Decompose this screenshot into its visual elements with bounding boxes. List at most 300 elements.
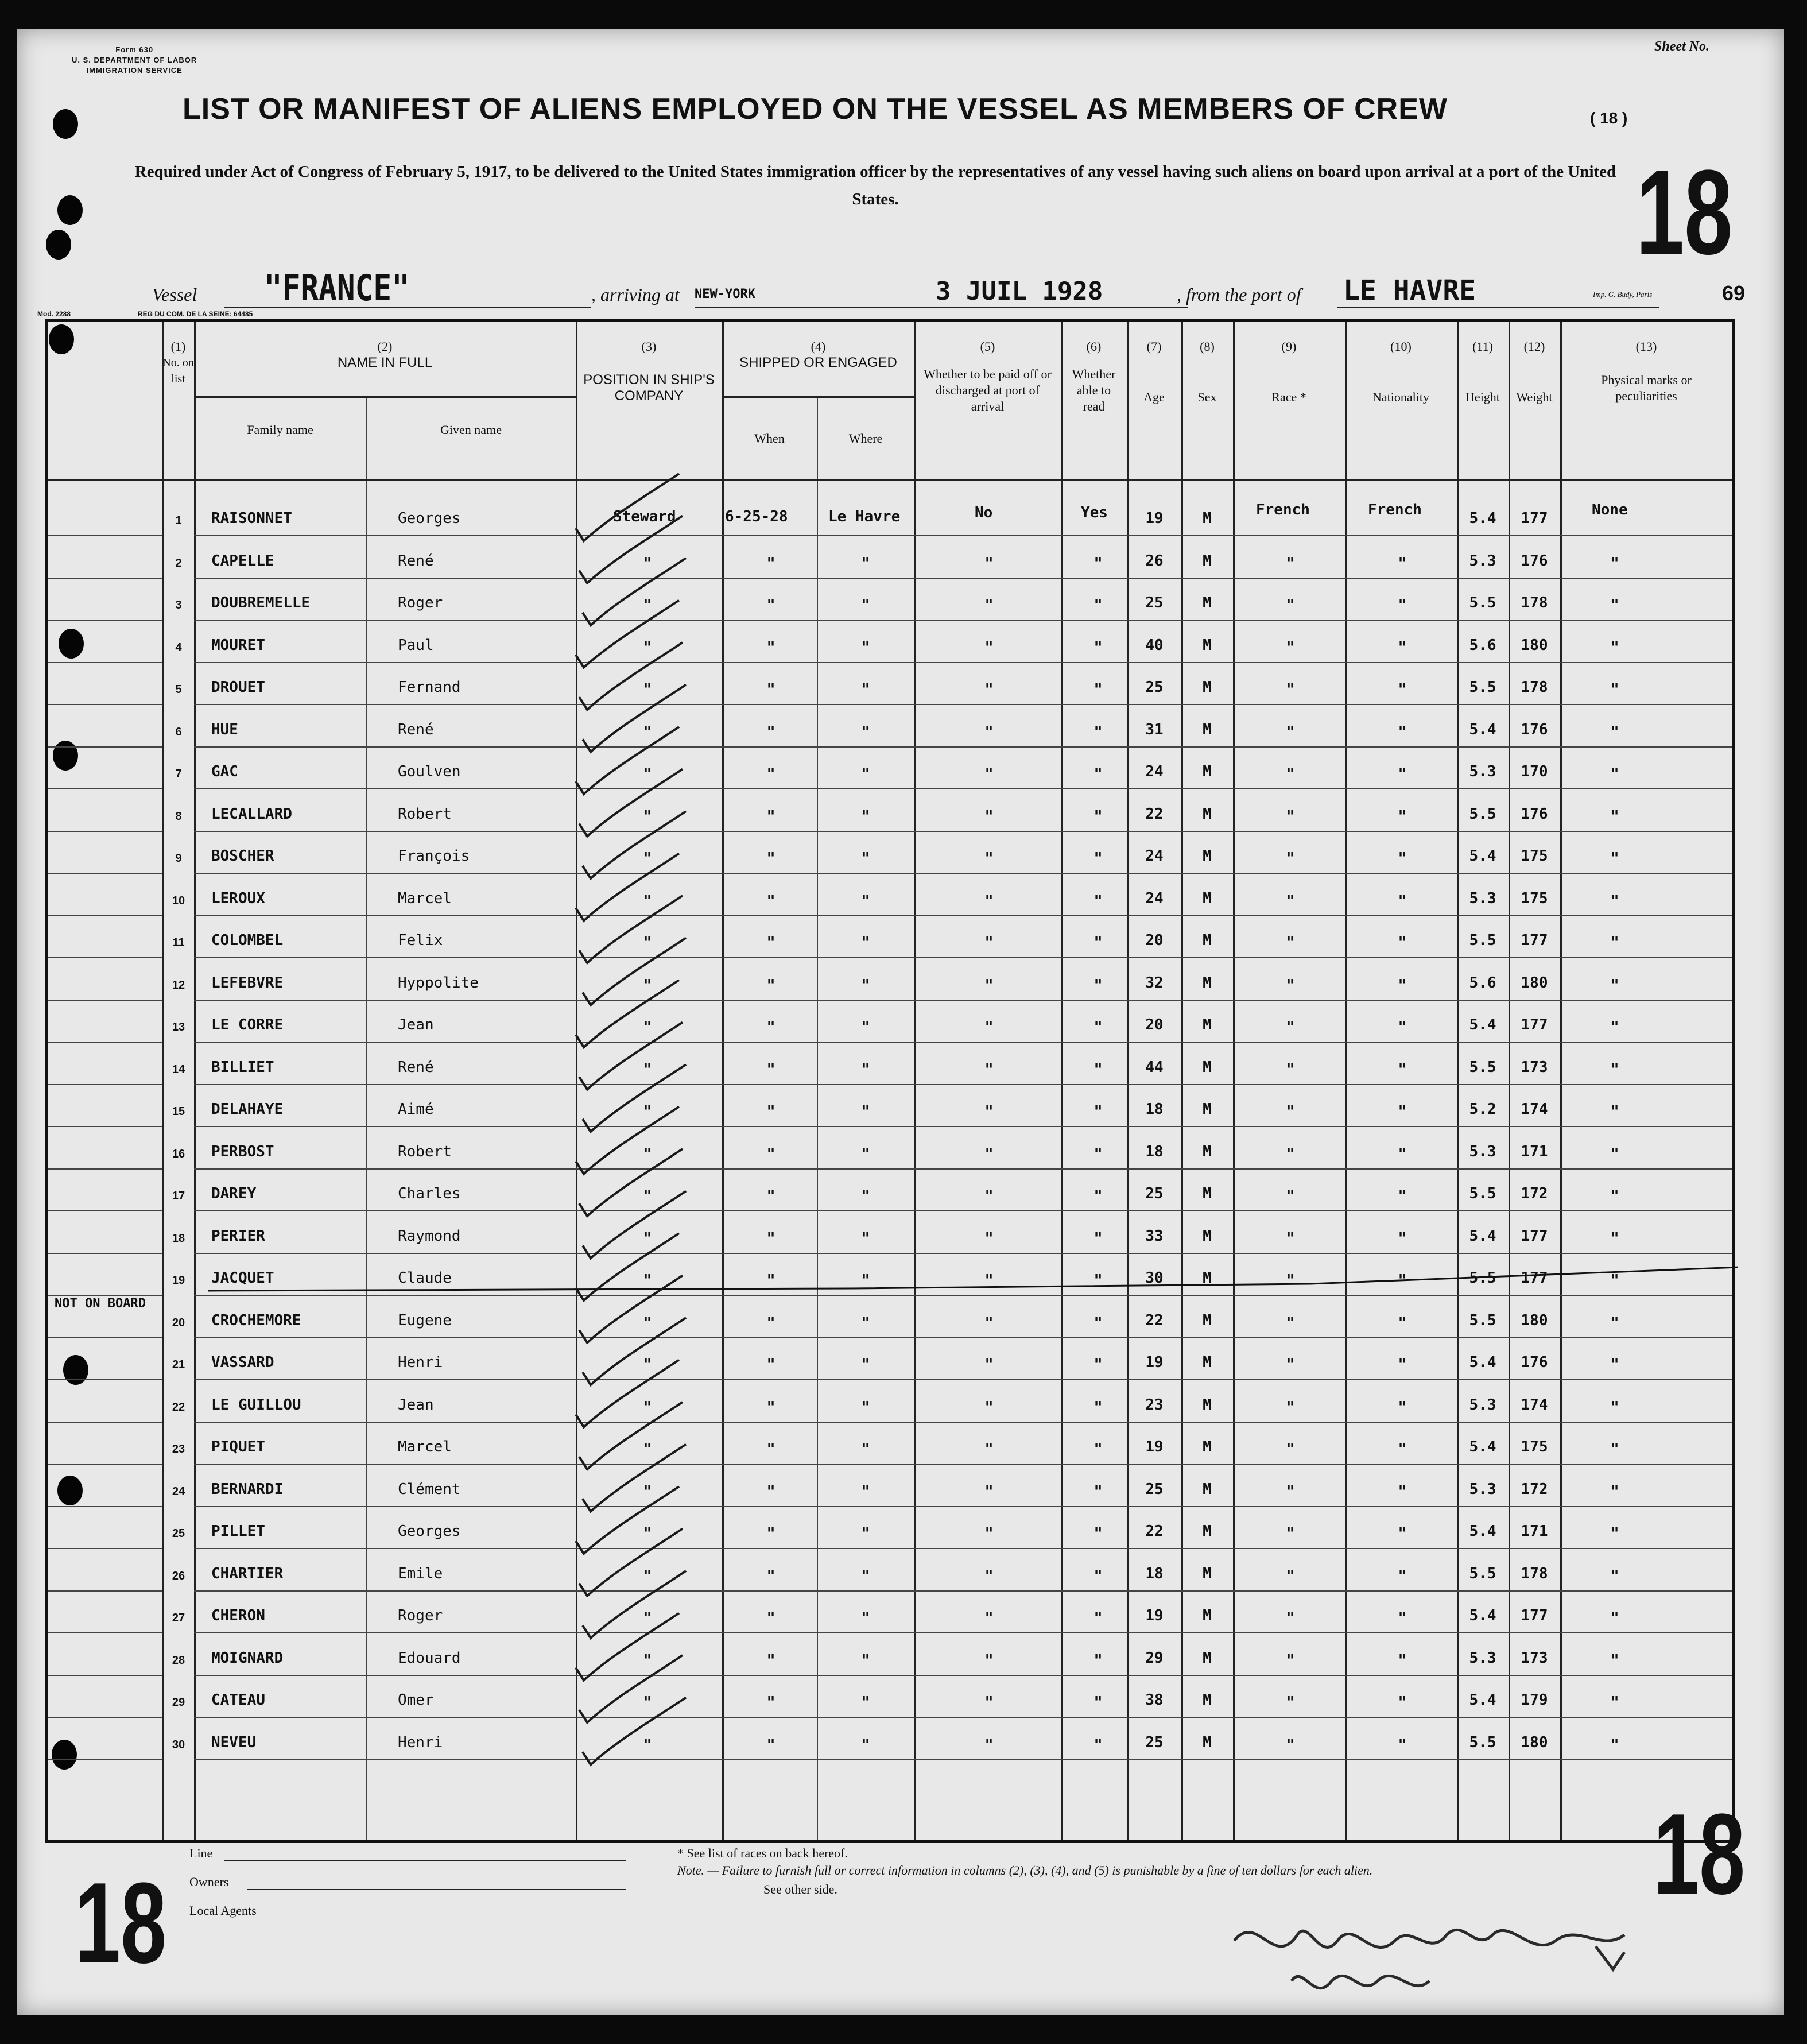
see-other-side: See other side. bbox=[763, 1882, 837, 1896]
row-line bbox=[194, 1632, 1732, 1633]
row-line bbox=[48, 1295, 162, 1296]
row-line bbox=[194, 1422, 1732, 1423]
ditto-read: " bbox=[1093, 1186, 1103, 1205]
check-mark bbox=[583, 1064, 686, 1132]
height: 5.5 bbox=[1469, 1058, 1496, 1076]
age: 24 bbox=[1145, 889, 1164, 907]
sex: M bbox=[1203, 1016, 1212, 1033]
row-line bbox=[48, 1168, 162, 1170]
row-line bbox=[194, 915, 1732, 916]
ditto-where: " bbox=[861, 1608, 870, 1627]
ditto-marks: " bbox=[1610, 637, 1619, 657]
family-name: NEVEU bbox=[211, 1733, 257, 1751]
ditto-where: " bbox=[861, 1693, 870, 1712]
given-name: René bbox=[398, 721, 434, 738]
ditto-nationality: " bbox=[1398, 722, 1407, 741]
ditto-marks: " bbox=[1610, 1566, 1619, 1585]
check-mark bbox=[583, 1571, 686, 1638]
given-name: Paul bbox=[398, 636, 434, 654]
ditto-read: " bbox=[1093, 595, 1103, 614]
col-weight-header: (12) Weight bbox=[1516, 339, 1553, 404]
family-name: JACQUET bbox=[211, 1269, 274, 1287]
row-line bbox=[194, 662, 1732, 663]
sex: M bbox=[1203, 1143, 1212, 1160]
age: 25 bbox=[1145, 1480, 1164, 1498]
given-name: Robert bbox=[398, 1143, 452, 1160]
family-name: LE GUILLOU bbox=[211, 1396, 301, 1414]
ditto-paid-off: " bbox=[984, 764, 994, 783]
given-name: François bbox=[398, 847, 470, 865]
weight: 179 bbox=[1521, 1691, 1548, 1709]
height: 5.6 bbox=[1469, 974, 1496, 992]
family-name: CAPELLE bbox=[211, 552, 274, 570]
ditto-race: " bbox=[1286, 553, 1295, 572]
sex: M bbox=[1203, 1354, 1212, 1371]
check-mark bbox=[576, 1486, 679, 1554]
ditto-position: " bbox=[643, 1524, 652, 1543]
weight: 173 bbox=[1521, 1649, 1548, 1667]
check-mark bbox=[576, 601, 679, 668]
row-line bbox=[194, 1084, 1732, 1085]
ditto-when: " bbox=[766, 933, 775, 952]
height: 5.5 bbox=[1469, 679, 1496, 696]
height: 5.5 bbox=[1469, 1269, 1496, 1287]
check-mark bbox=[579, 1655, 683, 1722]
ditto-race: " bbox=[1286, 764, 1295, 783]
family-name: DELAHAYE bbox=[211, 1101, 284, 1118]
ditto-marks: " bbox=[1610, 1650, 1619, 1670]
check-mark bbox=[576, 854, 679, 921]
crew-table bbox=[45, 319, 1735, 1843]
given-name: Hyppolite bbox=[398, 974, 479, 992]
ditto-paid-off: " bbox=[984, 933, 994, 952]
family-name: BOSCHER bbox=[211, 847, 274, 865]
ditto-paid-off: " bbox=[984, 891, 994, 910]
sex: M bbox=[1203, 1396, 1212, 1414]
row-line bbox=[48, 704, 162, 705]
ditto-when: " bbox=[766, 722, 775, 741]
age: 33 bbox=[1145, 1227, 1164, 1245]
ditto-where: " bbox=[861, 637, 870, 657]
family-name: LECALLARD bbox=[211, 805, 292, 823]
weight: 178 bbox=[1521, 679, 1548, 696]
ditto-position: " bbox=[643, 637, 652, 657]
ditto-paid-off: " bbox=[984, 1355, 994, 1374]
age: 18 bbox=[1145, 1101, 1164, 1118]
row-line bbox=[48, 1632, 162, 1633]
ditto-nationality: " bbox=[1398, 1186, 1407, 1205]
col-marks-header: (13) Physical marks or peculiarities bbox=[1601, 339, 1692, 403]
given-name: Robert bbox=[398, 805, 452, 823]
ditto-where: " bbox=[861, 553, 870, 572]
ditto-race: " bbox=[1286, 1059, 1295, 1079]
check-mark bbox=[579, 769, 683, 837]
age: 20 bbox=[1145, 932, 1164, 949]
family-name: BERNARDI bbox=[211, 1480, 284, 1498]
ditto-race: " bbox=[1286, 1693, 1295, 1712]
row-line bbox=[194, 1126, 1732, 1127]
ditto-nationality: " bbox=[1398, 1313, 1407, 1332]
sex: M bbox=[1203, 1691, 1212, 1709]
ditto-nationality: " bbox=[1398, 1144, 1407, 1163]
ditto-when: " bbox=[766, 1566, 775, 1585]
age: 44 bbox=[1145, 1058, 1164, 1076]
row-line bbox=[48, 1210, 162, 1211]
ditto-paid-off: " bbox=[984, 849, 994, 868]
height: 5.4 bbox=[1469, 1354, 1496, 1371]
family-name: PERBOST bbox=[211, 1143, 274, 1160]
row-line bbox=[194, 1000, 1732, 1001]
row-line bbox=[48, 915, 162, 916]
weight: 177 bbox=[1521, 1227, 1548, 1245]
age: 25 bbox=[1145, 679, 1164, 696]
ditto-when: " bbox=[766, 1481, 775, 1501]
ditto-when: " bbox=[766, 1017, 775, 1036]
check-mark bbox=[583, 685, 686, 752]
ditto-position: " bbox=[643, 1017, 652, 1036]
weight: 171 bbox=[1521, 1143, 1548, 1160]
family-name: DROUET bbox=[211, 679, 265, 696]
sex: M bbox=[1203, 721, 1212, 738]
ditto-read: " bbox=[1093, 1566, 1103, 1585]
marks-value: None bbox=[1592, 501, 1628, 518]
check-mark bbox=[576, 1233, 679, 1300]
ditto-marks: " bbox=[1610, 1355, 1619, 1374]
ditto-when: " bbox=[766, 1228, 775, 1248]
ditto-nationality: " bbox=[1398, 1017, 1407, 1036]
family-name: DAREY bbox=[211, 1185, 257, 1202]
sex: M bbox=[1203, 1101, 1212, 1118]
weight: 172 bbox=[1521, 1480, 1548, 1498]
row-line bbox=[194, 1590, 1732, 1592]
footer-stamp-number-left: 18 bbox=[75, 1859, 167, 1987]
family-name: BILLIET bbox=[211, 1058, 274, 1076]
family-name: CHARTIER bbox=[211, 1565, 284, 1582]
row-line bbox=[194, 873, 1732, 874]
row-line bbox=[48, 1084, 162, 1085]
row-number: 28 bbox=[172, 1654, 185, 1667]
ditto-position: " bbox=[643, 1735, 652, 1754]
row-number: 25 bbox=[172, 1527, 185, 1540]
ditto-race: " bbox=[1286, 933, 1295, 952]
ditto-nationality: " bbox=[1398, 1102, 1407, 1121]
given-name: Fernand bbox=[398, 679, 461, 696]
ditto-paid-off: " bbox=[984, 1017, 994, 1036]
ditto-race: " bbox=[1286, 1228, 1295, 1248]
family-name: CHERON bbox=[211, 1607, 265, 1624]
ditto-position: " bbox=[643, 1397, 652, 1416]
row-line bbox=[194, 704, 1732, 705]
check-mark bbox=[576, 727, 679, 794]
ditto-marks: " bbox=[1610, 722, 1619, 741]
ditto-nationality: " bbox=[1398, 1524, 1407, 1543]
given-name: Clément bbox=[398, 1480, 461, 1498]
ditto-when: " bbox=[766, 1524, 775, 1543]
ditto-position: " bbox=[643, 1228, 652, 1248]
weight: 175 bbox=[1521, 847, 1548, 865]
ditto-race: " bbox=[1286, 722, 1295, 741]
check-mark bbox=[579, 1149, 683, 1216]
col-where: Where bbox=[848, 431, 883, 446]
sex: M bbox=[1203, 1649, 1212, 1667]
row-line bbox=[48, 788, 162, 789]
ditto-nationality: " bbox=[1398, 1566, 1407, 1585]
row-number: 20 bbox=[172, 1316, 185, 1329]
weight: 177 bbox=[1521, 510, 1548, 527]
sex: M bbox=[1203, 932, 1212, 949]
ditto-race: " bbox=[1286, 1186, 1295, 1205]
ditto-paid-off: " bbox=[984, 722, 994, 741]
height: 5.3 bbox=[1469, 1143, 1496, 1160]
row-line bbox=[48, 620, 162, 621]
ditto-marks: " bbox=[1610, 553, 1619, 572]
row-number: 15 bbox=[172, 1105, 185, 1118]
ditto-position: " bbox=[643, 1481, 652, 1501]
ditto-position: " bbox=[643, 975, 652, 994]
row-number: 18 bbox=[172, 1232, 185, 1245]
sex: M bbox=[1203, 1565, 1212, 1582]
given-name: Georges bbox=[398, 1523, 461, 1540]
age: 24 bbox=[1145, 763, 1164, 780]
ditto-when: " bbox=[766, 1608, 775, 1627]
row-line bbox=[194, 535, 1732, 536]
age: 31 bbox=[1145, 721, 1164, 738]
age: 23 bbox=[1145, 1396, 1164, 1414]
weight: 177 bbox=[1521, 932, 1548, 949]
ditto-position: " bbox=[643, 1271, 652, 1290]
age: 22 bbox=[1145, 1523, 1164, 1540]
ditto-paid-off: " bbox=[984, 1524, 994, 1543]
ditto-read: " bbox=[1093, 933, 1103, 952]
row-line bbox=[48, 1126, 162, 1127]
ditto-read: " bbox=[1093, 1608, 1103, 1627]
col-name-header: (2) NAME IN FULL bbox=[337, 339, 433, 370]
check-mark bbox=[576, 1360, 679, 1427]
ditto-marks: " bbox=[1610, 1439, 1619, 1458]
family-name: RAISONNET bbox=[211, 510, 292, 527]
ditto-race: " bbox=[1286, 680, 1295, 699]
age: 30 bbox=[1145, 1269, 1164, 1287]
col-paid-header: (5) Whether to be paid off or discharged at port of arrival bbox=[924, 339, 1052, 413]
vessel-label: Vessel bbox=[152, 284, 197, 305]
ditto-where: " bbox=[861, 975, 870, 994]
family-name: MOIGNARD bbox=[211, 1649, 284, 1667]
height: 5.4 bbox=[1469, 1523, 1496, 1540]
ditto-race: " bbox=[1286, 849, 1295, 868]
row-line bbox=[194, 788, 1732, 789]
ditto-position: " bbox=[643, 1144, 652, 1163]
check-mark bbox=[579, 896, 683, 963]
ditto-nationality: " bbox=[1398, 1059, 1407, 1079]
given-name: Henri bbox=[398, 1733, 443, 1751]
age: 26 bbox=[1145, 552, 1164, 570]
ditto-position: " bbox=[643, 1313, 652, 1332]
ditto-marks: " bbox=[1610, 1271, 1619, 1290]
weight: 177 bbox=[1521, 1269, 1548, 1287]
age: 24 bbox=[1145, 847, 1164, 865]
ditto-read: " bbox=[1093, 1102, 1103, 1121]
ditto-race: " bbox=[1286, 1439, 1295, 1458]
weight: 171 bbox=[1521, 1523, 1548, 1540]
height: 5.4 bbox=[1469, 1227, 1496, 1245]
age: 25 bbox=[1145, 1733, 1164, 1751]
row-number: 3 bbox=[175, 599, 182, 611]
not-on-board-stamp: NOT ON BOARD bbox=[55, 1296, 146, 1311]
age: 19 bbox=[1145, 1607, 1164, 1624]
weight: 173 bbox=[1521, 1058, 1548, 1076]
given-name: Aimé bbox=[398, 1101, 434, 1118]
ditto-nationality: " bbox=[1398, 764, 1407, 783]
ditto-paid-off: " bbox=[984, 637, 994, 657]
ditto-where: " bbox=[861, 1017, 870, 1036]
row-line bbox=[48, 1759, 162, 1760]
sex: M bbox=[1203, 1227, 1212, 1245]
ditto-marks: " bbox=[1610, 1481, 1619, 1501]
row-line bbox=[48, 873, 162, 874]
ditto-when: " bbox=[766, 764, 775, 783]
ditto-nationality: " bbox=[1398, 849, 1407, 868]
row-line bbox=[194, 1464, 1732, 1465]
check-mark bbox=[576, 474, 679, 541]
given-name: Charles bbox=[398, 1185, 461, 1202]
row-number: 22 bbox=[172, 1400, 185, 1414]
ditto-marks: " bbox=[1610, 1693, 1619, 1712]
row-line bbox=[48, 662, 162, 663]
family-name: PERIER bbox=[211, 1227, 265, 1245]
weight: 174 bbox=[1521, 1396, 1548, 1414]
row-line bbox=[194, 1253, 1732, 1254]
check-mark bbox=[579, 1402, 683, 1469]
weight: 175 bbox=[1521, 889, 1548, 907]
ditto-read: " bbox=[1093, 722, 1103, 741]
ditto-nationality: " bbox=[1398, 891, 1407, 910]
height: 5.4 bbox=[1469, 721, 1496, 738]
row-line bbox=[194, 831, 1732, 832]
row-line bbox=[194, 1042, 1732, 1043]
height: 5.5 bbox=[1469, 1733, 1496, 1751]
ditto-when: " bbox=[766, 595, 775, 614]
from-port: LE HAVRE bbox=[1343, 274, 1476, 307]
row-number: 16 bbox=[172, 1147, 185, 1160]
check-mark bbox=[579, 1276, 683, 1343]
row-line bbox=[48, 1337, 162, 1338]
ditto-nationality: " bbox=[1398, 1608, 1407, 1627]
given-name: Omer bbox=[398, 1691, 434, 1709]
height: 5.2 bbox=[1469, 1101, 1496, 1118]
height: 5.4 bbox=[1469, 510, 1496, 527]
local-agents-label: Local Agents bbox=[189, 1903, 257, 1918]
sex: M bbox=[1203, 974, 1212, 992]
ditto-when: " bbox=[766, 680, 775, 699]
ditto-read: " bbox=[1093, 806, 1103, 826]
row-line bbox=[48, 1042, 162, 1043]
weight: 178 bbox=[1521, 594, 1548, 611]
row-number: 4 bbox=[175, 641, 182, 654]
ditto-where: " bbox=[861, 933, 870, 952]
ditto-race: " bbox=[1286, 1566, 1295, 1585]
ditto-where: " bbox=[861, 764, 870, 783]
family-name: HUE bbox=[211, 721, 238, 738]
ditto-position: " bbox=[643, 680, 652, 699]
age: 40 bbox=[1145, 636, 1164, 654]
ditto-marks: " bbox=[1610, 595, 1619, 614]
ditto-read: " bbox=[1093, 1228, 1103, 1248]
ditto-position: " bbox=[643, 1608, 652, 1627]
ditto-nationality: " bbox=[1398, 975, 1407, 994]
sheet-number-label: Sheet No. bbox=[1654, 39, 1709, 54]
height: 5.4 bbox=[1469, 847, 1496, 865]
ditto-position: " bbox=[643, 806, 652, 826]
ditto-read: " bbox=[1093, 891, 1103, 910]
height: 5.5 bbox=[1469, 594, 1496, 611]
ditto-where: " bbox=[861, 1059, 870, 1079]
ditto-position: " bbox=[643, 933, 652, 952]
col-height-header: (11) Height bbox=[1465, 339, 1500, 404]
ditto-marks: " bbox=[1610, 891, 1619, 910]
ditto-position: " bbox=[643, 595, 652, 614]
weight: 170 bbox=[1521, 763, 1548, 780]
row-line bbox=[48, 1675, 162, 1676]
ditto-when: " bbox=[766, 1439, 775, 1458]
given-name: Henri bbox=[398, 1354, 443, 1371]
check-mark bbox=[579, 516, 683, 583]
given-name: René bbox=[398, 552, 434, 570]
row-line bbox=[48, 1548, 162, 1549]
ditto-paid-off: " bbox=[984, 1228, 994, 1248]
row-number: 30 bbox=[172, 1738, 185, 1751]
height: 5.4 bbox=[1469, 1438, 1496, 1455]
col-when: When bbox=[754, 431, 785, 446]
height: 5.4 bbox=[1469, 1016, 1496, 1033]
family-name: LEFEBVRE bbox=[211, 974, 284, 992]
ditto-nationality: " bbox=[1398, 1481, 1407, 1501]
height: 5.3 bbox=[1469, 763, 1496, 780]
ditto-read: " bbox=[1093, 1144, 1103, 1163]
sex: M bbox=[1203, 1733, 1212, 1751]
ditto-marks: " bbox=[1610, 1608, 1619, 1627]
ditto-race: " bbox=[1286, 1397, 1295, 1416]
ditto-where: " bbox=[861, 680, 870, 699]
vessel-name: "FRANCE" bbox=[264, 267, 410, 309]
ditto-position: " bbox=[643, 849, 652, 868]
ditto-where: " bbox=[861, 1228, 870, 1248]
ditto-when: " bbox=[766, 1144, 775, 1163]
given-name: Edouard bbox=[398, 1649, 461, 1667]
ditto-nationality: " bbox=[1398, 933, 1407, 952]
ditto-marks: " bbox=[1610, 1017, 1619, 1036]
ditto-read: " bbox=[1093, 1355, 1103, 1374]
age: 29 bbox=[1145, 1649, 1164, 1667]
ditto-paid-off: " bbox=[984, 975, 994, 994]
title-number: ( 18 ) bbox=[1590, 109, 1628, 127]
arriving-label: , arriving at bbox=[591, 284, 680, 305]
row-number: 7 bbox=[175, 768, 182, 780]
ditto-paid-off: " bbox=[984, 1271, 994, 1290]
sex: M bbox=[1203, 552, 1212, 570]
age: 22 bbox=[1145, 1311, 1164, 1329]
age: 19 bbox=[1145, 510, 1164, 527]
ditto-nationality: " bbox=[1398, 680, 1407, 699]
ditto-race: " bbox=[1286, 891, 1295, 910]
ditto-where: " bbox=[861, 1481, 870, 1501]
col-no-header: (1) No. on list bbox=[162, 339, 194, 385]
ditto-position: " bbox=[643, 1439, 652, 1458]
row-line bbox=[194, 1717, 1732, 1718]
ditto-position: " bbox=[643, 1102, 652, 1121]
ditto-marks: " bbox=[1610, 1102, 1619, 1121]
ditto-read: " bbox=[1093, 553, 1103, 572]
weight: 180 bbox=[1521, 1733, 1548, 1751]
